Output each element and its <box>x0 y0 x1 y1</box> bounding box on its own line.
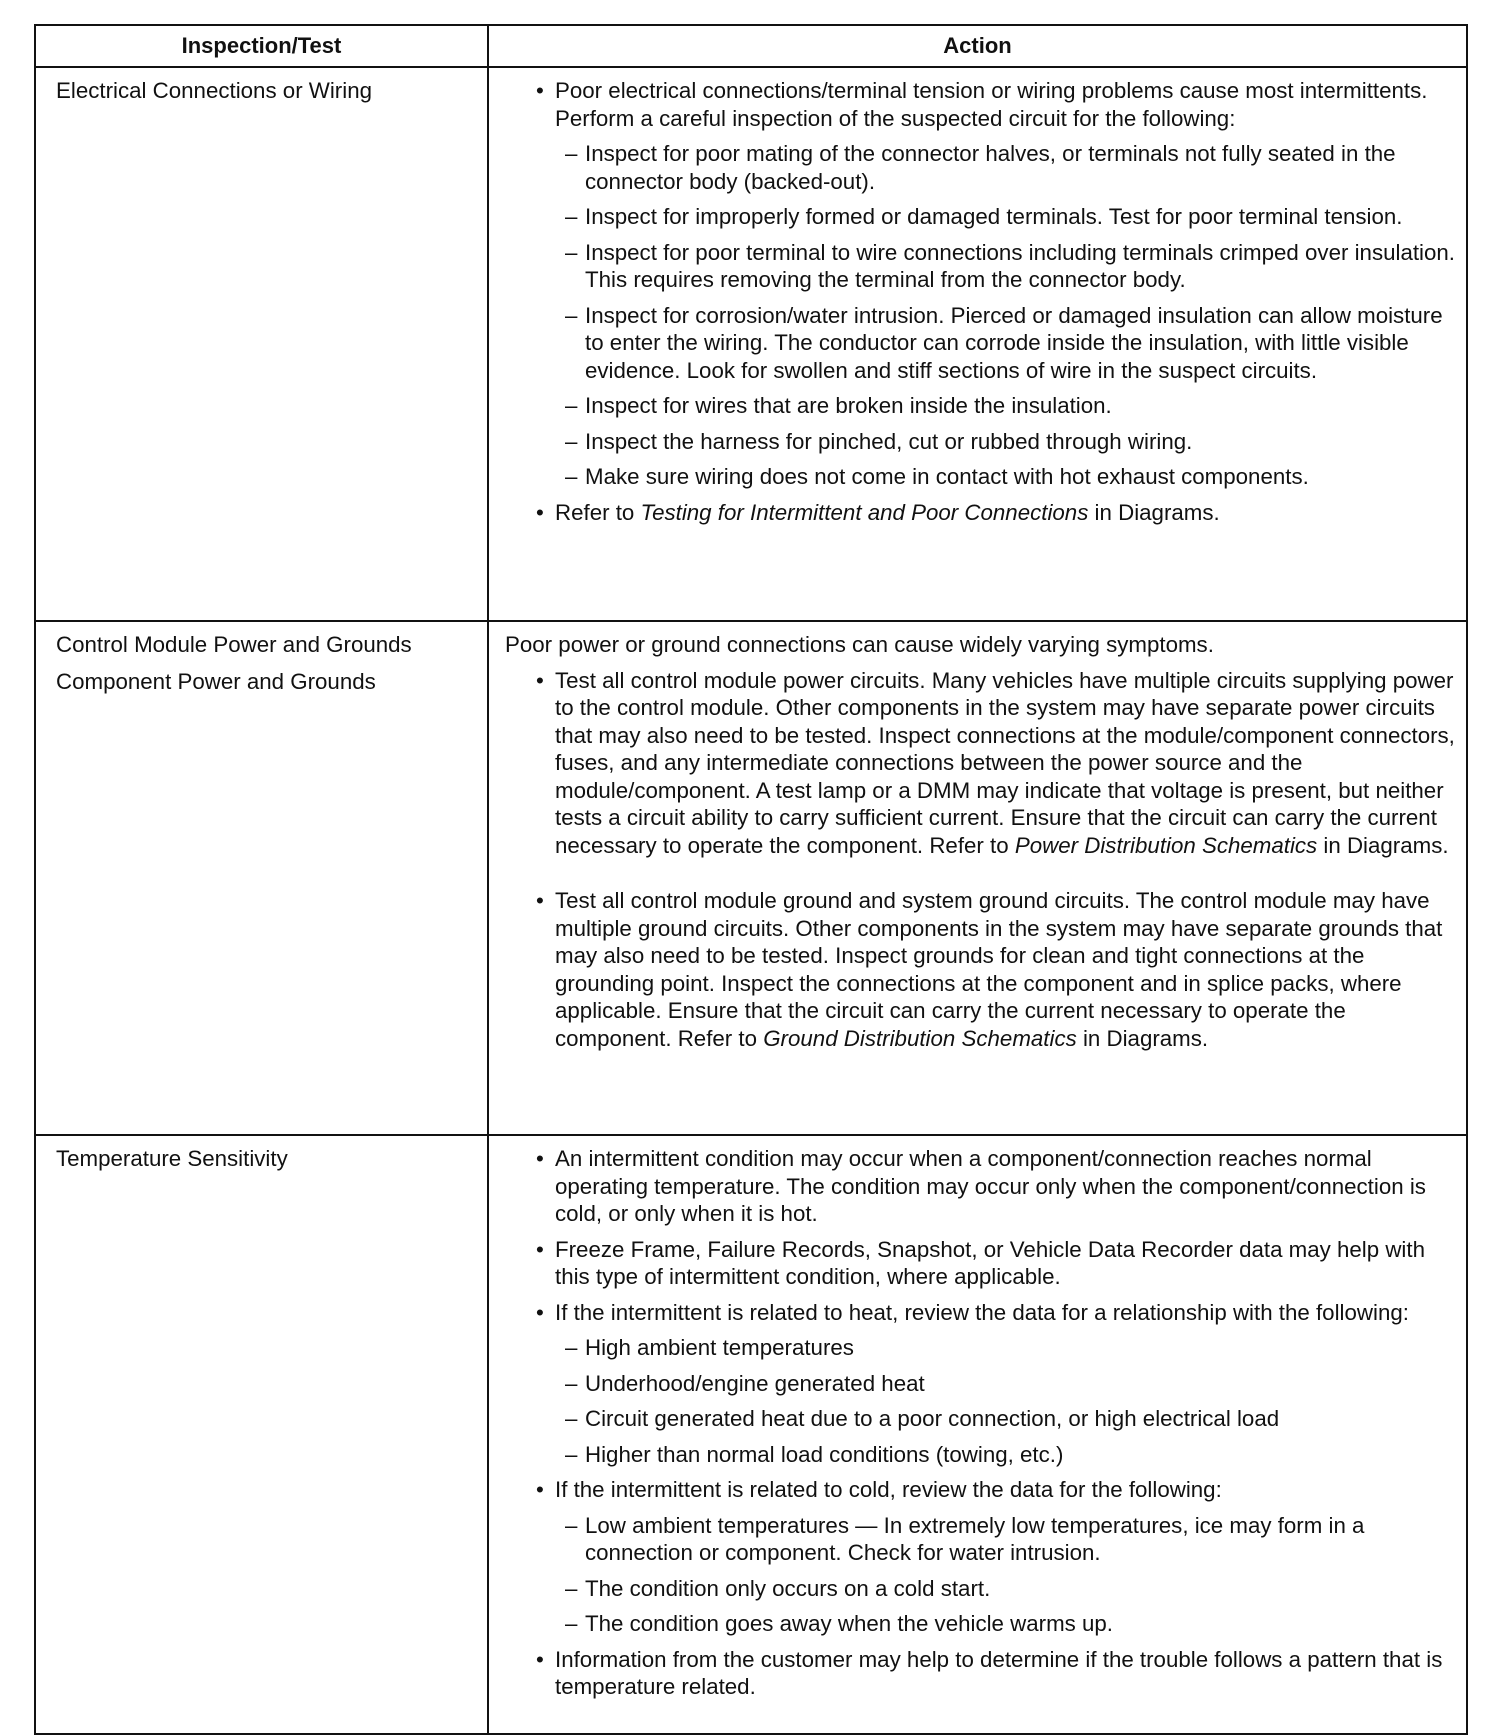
inspection-test-cell <box>35 67 488 621</box>
text: The condition goes away when the vehicle warms up. <box>585 1611 1113 1636</box>
dash-marker: – <box>565 302 578 328</box>
text: Poor electrical connections/terminal tension or wiring problems cause most intermittents. Perform a careful inspection of the suspected circuit for the following: <box>555 78 1428 131</box>
bullet-item <box>489 1236 1456 1291</box>
bullet-marker: • <box>536 1299 544 1325</box>
inspection-test-label: Component Power and Grounds <box>56 668 376 694</box>
action-cell <box>488 1135 1467 1734</box>
dash-marker: – <box>565 1512 578 1538</box>
text: Refer to <box>555 499 641 525</box>
bullet-marker: • <box>536 667 544 693</box>
reference-title: Power Distribution Schematics <box>1014 832 1318 858</box>
action-cell <box>488 67 1467 621</box>
header-action: Action <box>488 25 1467 67</box>
text: An intermittent condition may occur when a component/connection reaches normal operating temperature. The condition may occur only when the component/connection is cold, or only when it is hot. <box>555 1146 1426 1226</box>
dash-marker: – <box>565 428 578 454</box>
dash-item <box>489 302 1456 385</box>
dash-marker: – <box>565 1406 578 1431</box>
text: Inspect for improperly formed or damaged terminals. Test for poor terminal tension. <box>585 204 1403 229</box>
dash-item <box>489 239 1456 294</box>
dash-marker: – <box>565 1611 578 1636</box>
text: in Diagrams. <box>1317 832 1449 858</box>
dash-marker: – <box>565 464 578 489</box>
table-row <box>35 1135 1467 1734</box>
text: If the intermittent is related to heat, review the data for a relationship with the following: <box>555 1299 1409 1325</box>
bullet-item <box>489 667 1456 860</box>
header-inspection-test: Inspection/Test <box>35 25 488 67</box>
dash-marker: – <box>565 1575 578 1601</box>
bullet-item <box>489 1145 1456 1228</box>
bullet-item <box>489 1646 1456 1701</box>
text: Inspect the harness for pinched, cut or rubbed through wiring. <box>585 428 1193 454</box>
text: Low ambient temperatures — In extremely low temperatures, ice may form in a connection or component. Check for water intrusion. <box>585 1512 1365 1565</box>
text: Inspect for wires that are broken inside the insulation. <box>585 393 1112 418</box>
dash-marker: – <box>565 1441 578 1467</box>
reference-title: Testing for Intermittent and Poor Connections <box>640 499 1089 525</box>
dash-item <box>489 1370 1456 1398</box>
text: Inspect for corrosion/water intrusion. Pierced or damaged insulation can allow moisture to enter the wiring. The conductor can corrode inside the insulation, with little visible evidence. Look for swollen and stiff sections of wire in the suspect circuits. <box>585 302 1443 383</box>
text: Poor power or ground connections can cause widely varying symptoms. <box>505 632 1214 657</box>
bullet-marker: • <box>536 1646 544 1672</box>
inspection-test-cell <box>35 1135 488 1734</box>
bullet-marker: • <box>536 78 544 103</box>
dash-item <box>489 140 1456 195</box>
dash-item <box>489 428 1456 456</box>
text: Test all control module power circuits. Many vehicles have multiple circuits supplying power to the control module. Other components in the system may have separate power circuits that may also need to be tested. Inspect connections at the module/component connectors, fuses, and any intermediate connections between the power source and the module/component. A test lamp or a DMM may indicate that voltage is present, but neither tests a circuit ability to carry sufficient current. Ensure that the circuit can carry the current necessary to operate the component. Refer to <box>555 667 1455 858</box>
bullet-item <box>489 1299 1456 1327</box>
dash-item <box>489 203 1456 231</box>
dash-marker: – <box>565 393 578 418</box>
bullet-marker: • <box>536 1236 544 1262</box>
text: Underhood/engine generated heat <box>585 1370 925 1396</box>
inspection-test-label: Control Module Power and Grounds <box>56 632 412 657</box>
bullet-item <box>489 1476 1456 1504</box>
text: Inspect for poor terminal to wire connections including terminals crimped over insulation. This requires removing the terminal from the connector body. <box>585 239 1455 292</box>
dash-item <box>489 1405 1456 1433</box>
table-row <box>35 621 1467 1135</box>
bullet-marker: • <box>536 499 544 525</box>
text: Test all control module ground and system ground circuits. The control module may have multiple ground circuits. Other components in the system may have separate grounds that may also need to be tested. Inspect grounds for clean and tight connections at the grounding point. Inspect the connections at the component and in splice packs, where applicable. Ensure that the circuit can carry the current necessary to operate the component. Refer to <box>555 888 1443 1051</box>
dash-marker: – <box>565 1370 578 1396</box>
inspection-table <box>34 24 1468 1735</box>
bullet-marker: • <box>536 888 544 913</box>
inspection-test-label: Electrical Connections or Wiring <box>56 78 372 103</box>
bullet-marker: • <box>536 1477 544 1502</box>
inspection-test-cell <box>35 621 488 1135</box>
inspection-test-label: Temperature Sensitivity <box>56 1146 288 1171</box>
reference-title: Ground Distribution Schematics <box>763 1025 1077 1051</box>
dash-item <box>489 1512 1456 1567</box>
text: Make sure wiring does not come in contact with hot exhaust components. <box>585 464 1309 489</box>
text: Freeze Frame, Failure Records, Snapshot, or Vehicle Data Recorder data may help with this type of intermittent condition, where applicable. <box>555 1236 1425 1289</box>
paragraph <box>489 631 1456 659</box>
text: in Diagrams. <box>1076 1025 1209 1051</box>
text: Circuit generated heat due to a poor connection, or high electrical load <box>585 1406 1280 1431</box>
dash-item <box>489 463 1456 491</box>
dash-item <box>489 1610 1456 1638</box>
dash-marker: – <box>565 239 578 265</box>
text: in Diagrams. <box>1088 499 1220 525</box>
text: Information from the customer may help to determine if the trouble follows a pattern that is temperature related. <box>555 1646 1443 1699</box>
dash-marker: – <box>565 1335 578 1360</box>
dash-item <box>489 392 1456 420</box>
dash-item <box>489 1575 1456 1603</box>
table-row <box>35 67 1467 621</box>
text: Inspect for poor mating of the connector halves, or terminals not fully seated in the connector body (backed-out). <box>585 141 1396 194</box>
text: High ambient temperatures <box>585 1335 854 1360</box>
bullet-marker: • <box>536 1146 544 1171</box>
bullet-item <box>489 77 1456 132</box>
dash-marker: – <box>565 141 578 166</box>
bullet-item <box>489 887 1456 1052</box>
table-header-row <box>35 25 1467 67</box>
text: The condition only occurs on a cold start. <box>585 1575 991 1601</box>
dash-item <box>489 1334 1456 1362</box>
text: Higher than normal load conditions (towing, etc.) <box>585 1441 1064 1467</box>
action-cell <box>488 621 1467 1135</box>
dash-marker: – <box>565 204 578 229</box>
text: If the intermittent is related to cold, review the data for the following: <box>555 1477 1222 1502</box>
dash-item <box>489 1441 1456 1469</box>
bullet-item <box>489 499 1456 527</box>
